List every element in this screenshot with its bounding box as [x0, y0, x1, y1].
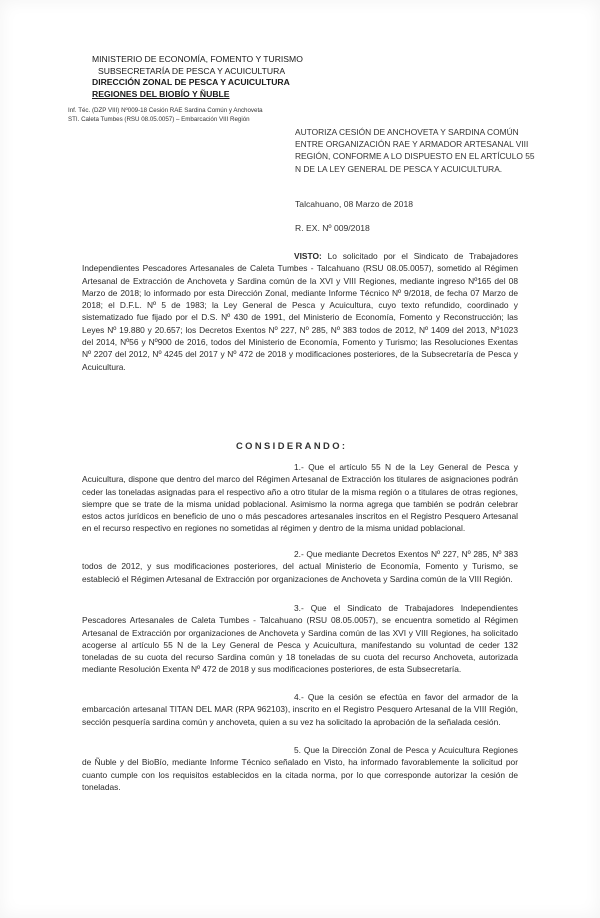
- resolution-number: R. EX. Nº 009/2018: [295, 223, 370, 233]
- zonal-direction-line: DIRECCIÓN ZONAL DE PESCA Y ACUICULTURA: [92, 77, 290, 87]
- considerando-paragraph: 5. Que la Dirección Zonal de Pesca y Acuicultura Regiones de Ñuble y del BioBío, mediante Informe Técnico señalado en Visto, ha informado favorablemente la solicitud por cuanto cumple con los requisitos establecidos en la citada norma, por lo que corresponde autorizar la cesión de toneladas.: [82, 745, 518, 792]
- considerando-item-4: [82, 691, 518, 728]
- subsecretariat-line: SUBSECRETARÍA DE PESCA Y ACUICULTURA: [98, 65, 286, 76]
- resolution-subject: AUTORIZA CESIÓN DE ANCHOVETA Y SARDINA COMÚN ENTRE ORGANIZACIÓN RAE Y ARMADOR ARTESANAL VIII REGIÓN, CONFORME A LO DISPUESTO EN EL ARTÍCULO 55 N DE LA LEY GENERAL DE PESCA Y ACUICULTURA.: [295, 127, 535, 174]
- reference-line-1: Inf. Téc. (DZP VIII) Nº009-18 Cesión RAE Sardina Común y Anchoveta: [68, 107, 263, 114]
- letterhead: [92, 54, 392, 100]
- place-date: Talcahuano, 08 Marzo de 2018: [295, 199, 414, 209]
- considerando-paragraph: 2.- Que mediante Decretos Exentos Nº 227, Nº 285, Nº 383 todos de 2012, y sus modificaciones posteriores, del actual Ministerio de Economía, Fomento y Turismo, se estableció el Régimen Artesanal de Extracción por organizaciones de Anchoveta y Sardina común de la VIII Región.: [82, 549, 518, 584]
- ministry-line: MINISTERIO DE ECONOMÍA, FOMENTO Y TURISMO: [92, 54, 303, 64]
- reference-line-2: STI. Caleta Tumbes (RSU 08.05.0057) – Embarcación VIII Región: [68, 116, 250, 123]
- considerando-title: CONSIDERANDO:: [236, 440, 348, 451]
- reference-lines: [68, 106, 338, 124]
- considerando-paragraph: 1.- Que el artículo 55 N de la Ley General de Pesca y Acuicultura, dispone que dentro del marco del Régimen Artesanal de Extracción los titulares de asignaciones podrán ceder las toneladas asignadas para el respectivo año a otro titular de la misma región o a titulares de otras regiones, siempre que se trate de la misma unidad poblacional. Asimismo la norma agrega que también se podrán celebrar estos actos jurídicos en beneficio de uno o más pescadores artesanales inscritos en el Registro Pesquero Artesanal en el recurso respectivo en regiones no sometidas al régimen y dentro de la misma unidad poblacional.: [82, 462, 518, 534]
- considerando-item-2: [82, 548, 518, 585]
- visto-paragraph: [82, 250, 518, 373]
- considerando-item-1: [82, 461, 518, 535]
- visto-label: VISTO:: [294, 251, 322, 261]
- visto-text: Lo solicitado por el Sindicato de Trabajadores Independientes Pescadores Artesanales de Caleta Tumbes - Talcahuano (RSU 08.05.0057), sometido al Régimen Artesanal de Extracción de Anchoveta y Sardina común de la XVI y VIII Regiones, mediante ingreso Nº165 del 08 Marzo de 2018; lo informado por esta Dirección Zonal, mediante Informe Técnico Nº 9/2018, de fecha 07 Marzo de 2018; el D.F.L. Nº 5 de 1983; la Ley General de Pesca y Acuicultura, cuyo texto refundido, coordinado y sistematizado fue fijado por el D.S. Nº 430 de 1991, del Ministerio de Economía, Fomento y Reconstrucción; las Leyes Nº 19.880 y 20.657; los Decretos Exentos Nº 227, Nº 285, Nº 383 todos de 2012, Nº 1409 del 2013, Nº1023 del 2014, Nº56 y Nº900 de 2016, todos del Ministerio de Economía, Fomento y Turismo; las Resoluciones Exentas Nº 2207 del 2012, Nº 4245 del 2017 y Nº 472 de 2018 y modificaciones posteriores, de la Subsecretaría de Pesca y Acuicultura.: [82, 251, 519, 372]
- considerando-item-3: [82, 602, 518, 676]
- visto-section: [82, 250, 518, 373]
- regions-line: REGIONES DEL BIOBÍO Y ÑUBLE: [92, 88, 230, 99]
- considerando-paragraph: 3.- Que el Sindicato de Trabajadores Independientes Pescadores Artesanales de Caleta Tumbes - Talcahuano (RSU 08.05.0057), se encuentra sometido al Régimen Artesanal de Extracción por organizaciones de Anchoveta y Sardina común de las XVI y VIII Regiones, ha solicitado acogerse al artículo 55 N de la Ley General de Pesca y Acuicultura, manifestando su voluntad de ceder 132 toneladas de su cuota del recurso Sardina común y 18 toneladas de su cuota del recurso Anchoveta, autorizada mediante Resolución Exenta Nº 472 de 2018 y sus modificaciones posteriores, de esta Subsecretaría.: [82, 603, 518, 675]
- considerando-item-5: [82, 744, 518, 793]
- considerando-paragraph: 4.- Que la cesión se efectúa en favor del armador de la embarcación artesanal TITAN DEL MAR (RPA 962103), inscrito en el Registro Pesquero Artesanal de la VIII Región, sección pesquería sardina común y anchoveta, quien a su vez ha solicitado la aprobación de la señalada cesión.: [82, 692, 518, 727]
